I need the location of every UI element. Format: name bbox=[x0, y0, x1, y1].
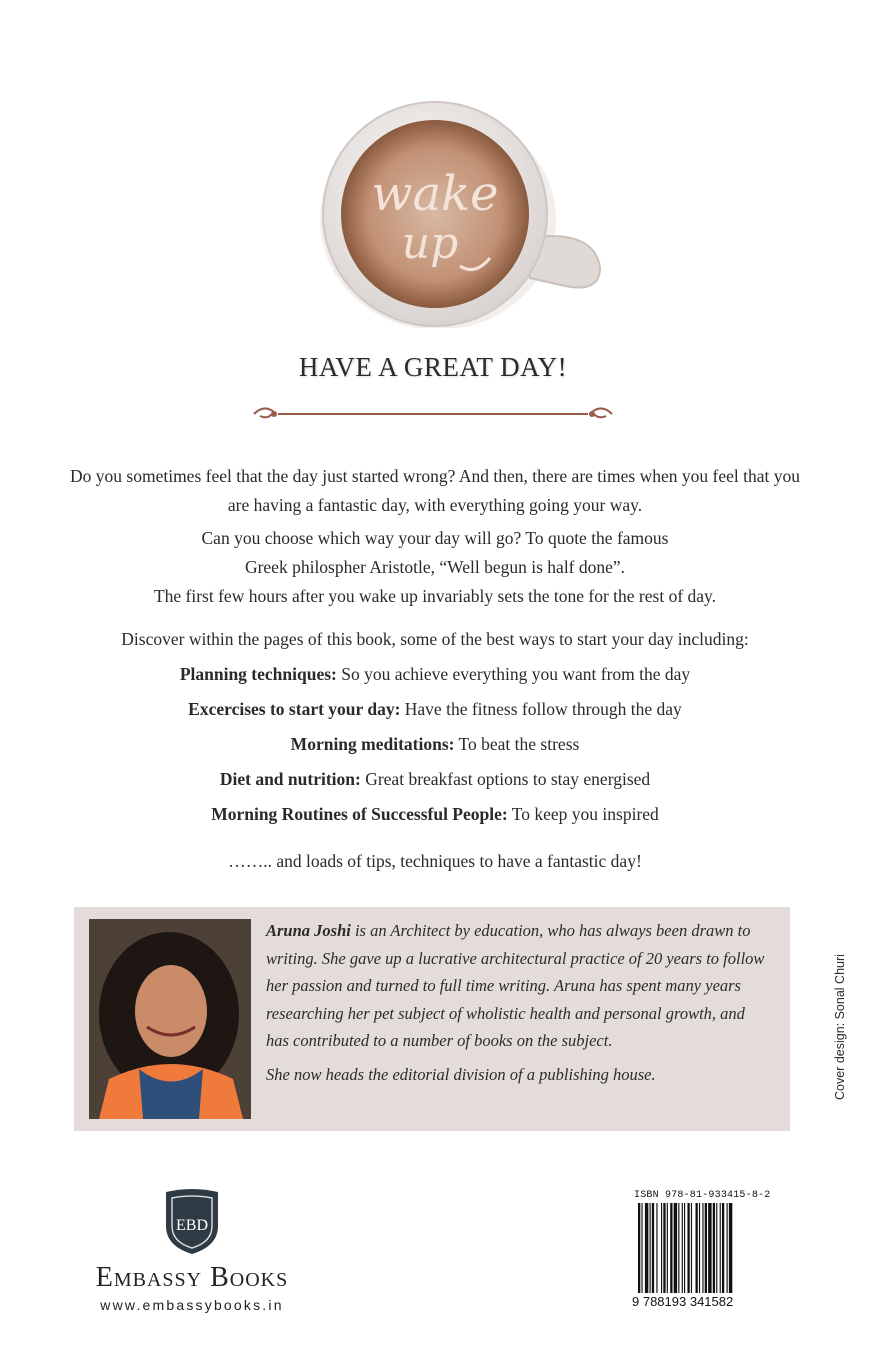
headline: HAVE A GREAT DAY! bbox=[298, 352, 568, 382]
intro-line-2b: Greek philospher Aristotle, “Well begun is half done”. bbox=[244, 557, 626, 577]
coffee-mug-illustration bbox=[310, 98, 610, 328]
barcode-bar bbox=[691, 1203, 692, 1293]
barcode-bar bbox=[682, 1203, 683, 1293]
barcode-bar bbox=[687, 1203, 689, 1293]
feature-item: Excercises to start your day: Have the fitness follow through the day bbox=[188, 699, 682, 719]
barcode-bar bbox=[656, 1203, 657, 1293]
feature-item: Diet and nutrition: Great breakfast options to stay energised bbox=[219, 769, 651, 789]
barcode-bar bbox=[702, 1203, 703, 1293]
barcode-bar bbox=[705, 1203, 707, 1293]
barcode-bar bbox=[684, 1203, 685, 1293]
author-role: She now heads the editorial division of a publishing house. bbox=[266, 1064, 656, 1084]
feature-item: Morning meditations: To beat the stress bbox=[290, 734, 580, 754]
barcode-bar bbox=[713, 1203, 715, 1293]
barcode-bar bbox=[645, 1203, 648, 1293]
discover-line: Discover within the pages of this book, some of the best ways to start your day including: bbox=[121, 629, 749, 649]
barcode-bar bbox=[674, 1203, 677, 1293]
intro-line-2a: Can you choose which way your day will go? To quote the famous bbox=[201, 528, 669, 548]
author-name: Aruna Joshi bbox=[266, 921, 351, 940]
author-bio: is an Architect by education, who has always been drawn to writing. She gave up a lucrative architectural practice of 20 years to follow her passion and turned to full time writing. Aruna has spent many years researching her pet subject of wholistic health and personal growth, and has contributed to a number of books on the subject. bbox=[266, 921, 765, 1050]
barcode-bar bbox=[716, 1203, 717, 1293]
barcode-bar bbox=[696, 1203, 698, 1293]
barcode-bars bbox=[638, 1203, 766, 1293]
barcode-bar bbox=[720, 1203, 721, 1293]
blurb bbox=[60, 462, 810, 880]
barcode-bar bbox=[661, 1203, 662, 1293]
barcode-bar bbox=[650, 1203, 651, 1293]
barcode-bar bbox=[722, 1203, 724, 1293]
barcode-bar bbox=[641, 1203, 642, 1293]
barcode-bar bbox=[652, 1203, 654, 1293]
publisher-name: Embassy Books bbox=[95, 1262, 289, 1293]
barcode-bar bbox=[663, 1203, 665, 1293]
barcode-bar bbox=[727, 1203, 728, 1293]
barcode-bar bbox=[708, 1203, 711, 1293]
feature-item: Planning techniques: So you achieve everything you want from the day bbox=[179, 664, 691, 684]
feature-item: Morning Routines of Successful People: To keep you inspired bbox=[211, 804, 659, 824]
publisher-url: www.embassybooks.in bbox=[100, 1297, 284, 1313]
isbn-digits: 9 788193 341582 bbox=[632, 1294, 734, 1309]
isbn-label: ISBN 978-81-933415-8-2 bbox=[634, 1190, 771, 1201]
author-bio-text bbox=[266, 917, 766, 1094]
barcode-bar bbox=[670, 1203, 672, 1293]
author-bio-panel bbox=[74, 907, 790, 1131]
ornamental-divider bbox=[250, 402, 616, 426]
barcode-bar bbox=[699, 1203, 700, 1293]
barcode-bar bbox=[678, 1203, 679, 1293]
closing-line: …….. and loads of tips, techniques to have a fantastic day! bbox=[228, 851, 642, 871]
publisher-logo bbox=[72, 1188, 312, 1318]
mug-text-up: up bbox=[401, 218, 459, 269]
barcode-bar bbox=[729, 1203, 732, 1293]
shield-icon bbox=[162, 1188, 222, 1256]
cover-design-credit: Cover design: Sonal Churi bbox=[833, 954, 847, 1100]
mug-text-wake: wake bbox=[371, 166, 499, 222]
svg-text:EBD: EBD bbox=[176, 1217, 208, 1234]
barcode-bar bbox=[638, 1203, 640, 1293]
barcode-bar bbox=[667, 1203, 668, 1293]
isbn-barcode bbox=[632, 1190, 771, 1314]
intro-paragraph-1: Do you sometimes feel that the day just started wrong? And then, there are times when you feel that you are having a fantastic day, with everything going your way. bbox=[70, 466, 800, 515]
intro-line-2c: The first few hours after you wake up invariably sets the tone for the rest of day. bbox=[153, 586, 717, 606]
author-photo bbox=[89, 919, 251, 1119]
